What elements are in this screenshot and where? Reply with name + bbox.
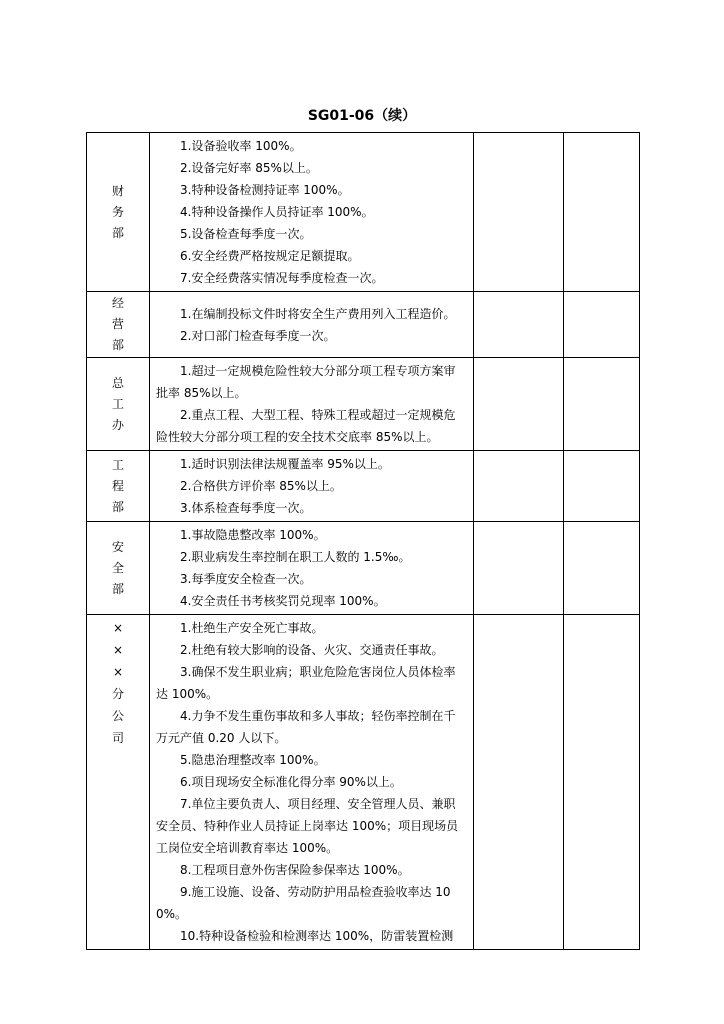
table-row: [87, 292, 640, 358]
target-item: 2.重点工程、大型工程、特殊工程或超过一定规模危险性较大分部分项工程的安全技术交底率 85%以上。: [156, 408, 456, 444]
department-cell: [87, 451, 150, 522]
target-content-cell: [150, 451, 474, 522]
target-item: 2.设备完好率 85%以上。: [180, 161, 318, 175]
document-title: SG01-06（续）: [307, 108, 417, 124]
target-item: 4.力争不发生重伤事故和多人事故；轻伤率控制在千万元产值 0.20 人以下。: [156, 709, 456, 745]
target-item: 6.项目现场安全标准化得分率 90%以上。: [180, 775, 402, 789]
target-item: 4.安全责任书考核奖罚兑现率 100%。: [180, 594, 386, 608]
department-cell: [87, 358, 150, 451]
table-row: [87, 451, 640, 522]
target-item: 3.每季度安全检查一次。: [180, 572, 312, 586]
blank-cell: [564, 451, 640, 522]
target-item: 1.杜绝生产安全死亡事故。: [180, 621, 324, 635]
department-name: 财务部: [112, 183, 125, 240]
blank-cell: [474, 615, 564, 950]
target-item: 10.特种设备检验和检测率达 100%，防雷装置检测: [180, 929, 454, 943]
target-item: 4.特种设备操作人员持证率 100%。: [180, 205, 374, 219]
target-item: 2.职业病发生率控制在职工人数的 1.5‰。: [180, 550, 411, 564]
target-content-cell: [150, 292, 474, 358]
blank-cell: [564, 358, 640, 451]
target-item: 1.适时识别法律法规覆盖率 95%以上。: [180, 457, 390, 471]
target-item: 2.杜绝有较大影响的设备、火灾、交通责任事故。: [180, 643, 444, 657]
department-name: ×××分公司: [112, 621, 125, 745]
target-item: 1.设备验收率 100%。: [180, 139, 302, 153]
target-item: 2.对口部门检查每季度一次。: [180, 328, 336, 343]
target-item: 6.安全经费严格按规定足额提取。: [180, 249, 360, 263]
target-item: 5.隐患治理整改率 100%。: [180, 753, 326, 767]
blank-cell: [474, 133, 564, 292]
blank-cell: [474, 451, 564, 522]
target-item: 2.合格供方评价率 85%以上。: [180, 479, 342, 493]
department-name: 安全部: [112, 539, 125, 596]
target-item: 3.体系检查每季度一次。: [180, 501, 312, 515]
target-item: 3.确保不发生职业病；职业危险危害岗位人员体检率达 100%。: [156, 665, 456, 701]
table-row: [87, 133, 640, 292]
target-item: 1.在编制投标文件时将安全生产费用列入工程造价。: [180, 306, 456, 321]
department-cell: [87, 133, 150, 292]
target-item: 1.超过一定规模危险性较大分部分项工程专项方案审批率 85%以上。: [156, 364, 456, 400]
blank-cell: [564, 133, 640, 292]
target-item: 5.设备检查每季度一次。: [180, 227, 312, 241]
blank-cell: [474, 358, 564, 451]
target-item: 7.安全经费落实情况每季度检查一次。: [180, 271, 384, 285]
target-item: 8.工程项目意外伤害保险参保率达 100%。: [180, 863, 410, 877]
target-content-cell: [150, 358, 474, 451]
blank-cell: [564, 522, 640, 615]
blank-cell: [474, 522, 564, 615]
target-content-cell: [150, 133, 474, 292]
blank-cell: [564, 292, 640, 358]
responsibility-table: [86, 132, 640, 950]
target-content-cell: [150, 522, 474, 615]
department-cell: [87, 522, 150, 615]
table-row: [87, 615, 640, 950]
target-item: 1.事故隐患整改率 100%。: [180, 528, 326, 542]
department-name: 经营部: [112, 296, 125, 352]
department-cell: [87, 292, 150, 358]
department-cell: [87, 615, 150, 950]
target-item: 3.特种设备检测持证率 100%。: [180, 183, 350, 197]
blank-cell: [564, 615, 640, 950]
blank-cell: [474, 292, 564, 358]
target-item: 9.施工设施、设备、劳动防护用品检查验收率达 100%。: [156, 885, 451, 921]
target-item: 7.单位主要负责人、项目经理、安全管理人员、兼职安全员、特种作业人员持证上岗率达 100%；项目现场员工岗位安全培训教育率达 100%。: [156, 797, 459, 855]
table-row: [87, 358, 640, 451]
target-content-cell: [150, 615, 474, 950]
department-name: 工程部: [112, 457, 125, 514]
department-name: 总工办: [112, 375, 125, 432]
table-row: [87, 522, 640, 615]
